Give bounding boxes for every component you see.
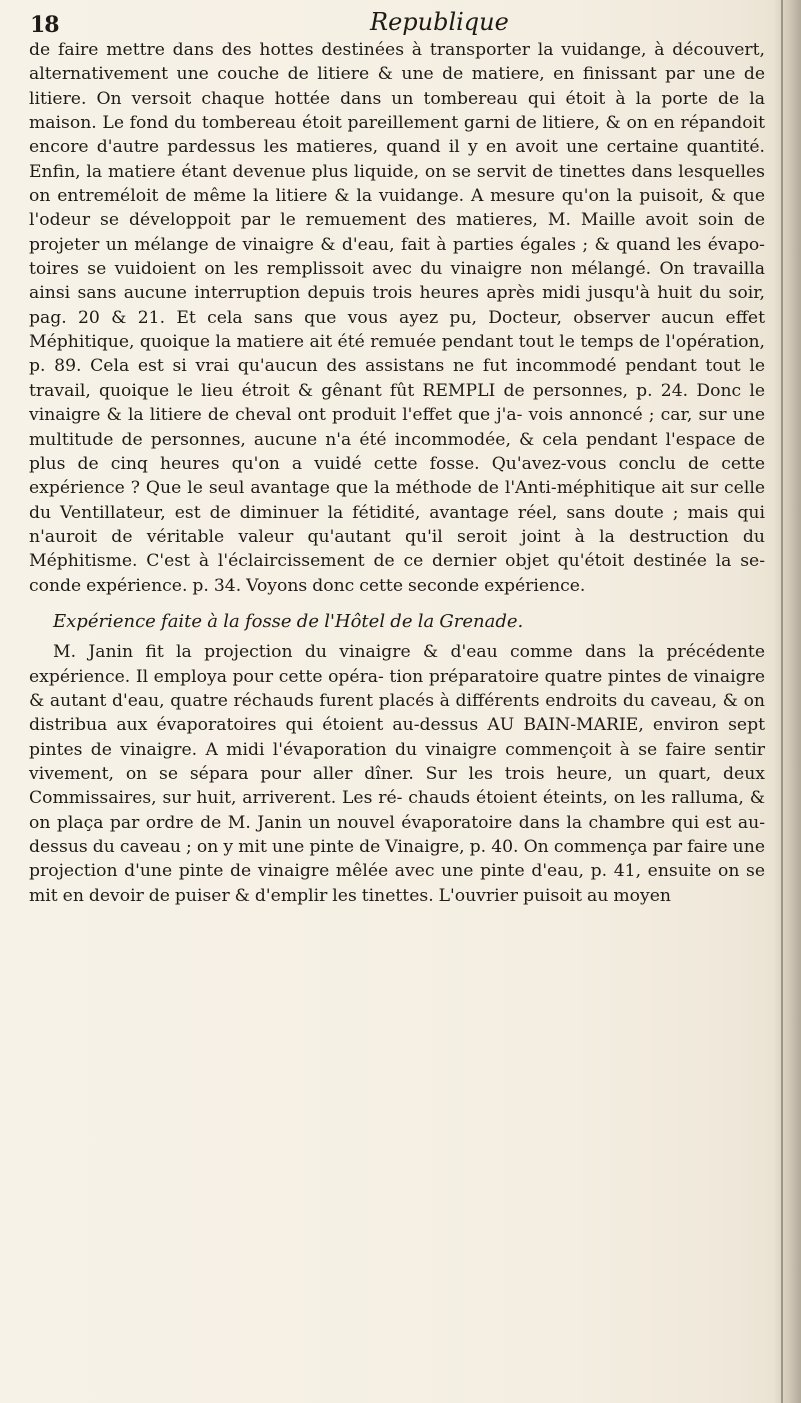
running-title: Republique (370, 8, 509, 36)
page-binding-shadow (773, 0, 801, 1403)
page-header (30, 6, 770, 42)
page-number: 18 (30, 12, 59, 38)
page-binding-line (781, 0, 783, 1403)
paragraph: M. Janin fit la projection du vinaigre & d'eau comme dans la précédente expérience. Il employa pour cette opéra- tion préparatoire quatre pintes de vinaigre & autant d'eau, quatre réchauds furent placés à différents endroits du caveau, & on distribua aux évaporatoires qui étoient au-dessus AU BAIN-MARIE, environ sept pintes de vinaigre. A midi l'évaporation du vinaigre commençoit à se faire sentir vivement, on se sépara pour aller dîner. Sur les trois heure, un quart, deux Commissaires, sur huit, arriverent. Les ré- chauds étoient éteints, on les ralluma, & on plaça par ordre de M. Janin un nouvel évaporatoire dans la chambre qui est au-dessus du caveau ; on y mit une pinte de Vinaigre, p. 40. On commença par faire une projection d'une pinte de vinaigre mêlée avec une pinte d'eau, p. 41, ensuite on se mit en devoir de puiser & d'emplir les tinettes. L'ouvrier puisoit au moyen (29, 642, 765, 906)
section-heading: Expérience faite à la fosse de l'Hôtel de la Grenade. (53, 610, 524, 632)
paragraph: de faire mettre dans des hottes destinées à transporter la vuidange, à découvert, alternativement une couche de litiere & une de matiere, en finissant par une de litiere. On versoit chaque hottée dans un tombereau qui étoit à la porte de la maison. Le fond du tombereau étoit pareillement garni de litiere, & on en répandoit encore d'autre pardessus les matieres, quand il y en avoit une certaine quantité. Enfin, la matiere étant devenue plus liquide, on se servit de tinettes dans lesquelles on entreméloit de même la litiere & la vuidange. A mesure qu'on la puisoit, & que l'odeur se développoit par le remuement des matieres, M. Maille avoit soin de projeter un mélange de vinaigre & d'eau, fait à parties égales ; & quand les évapo- toires se vuidoient on les remplissoit avec du vinaigre non mélangé. On travailla ainsi sans aucune interruption depuis trois heures après midi jusqu'à huit du soir, pag. 20 & 21. Et cela sans que vous ayez pu, Docteur, observer aucun effet Méphitique, quoique la matiere ait été remuée pendant tout le temps de l'opération, p. 89. Cela est si vrai qu'aucun des assistans ne fut incommodé pendant tout le travail, quoique le lieu étroit & gênant fût REMPLI de personnes, p. 24. Donc le vinaigre & la litiere de cheval ont produit l'effet que j'a- vois annoncé ; car, sur une multitude de personnes, aucune n'a été incommodée, & cela pendant l'espace de plus de cinq heures qu'on a vuidé cette fosse. Qu'avez-vous conclu de cette expérience ? Que le seul avantage que la méthode de l'Anti-méphitique ait sur celle du Ventillateur, est de diminuer la fétidité, avantage réel, sans doute ; mais qui n'auroit de véritable valeur qu'autant qu'il seroit joint à la destruction du Méphitisme. C'est à l'éclaircissement de ce dernier objet qu'étoit destinée la se- conde expérience. p. 34. Voyons donc cette seconde expérience. (29, 40, 765, 596)
body-text (29, 38, 765, 908)
